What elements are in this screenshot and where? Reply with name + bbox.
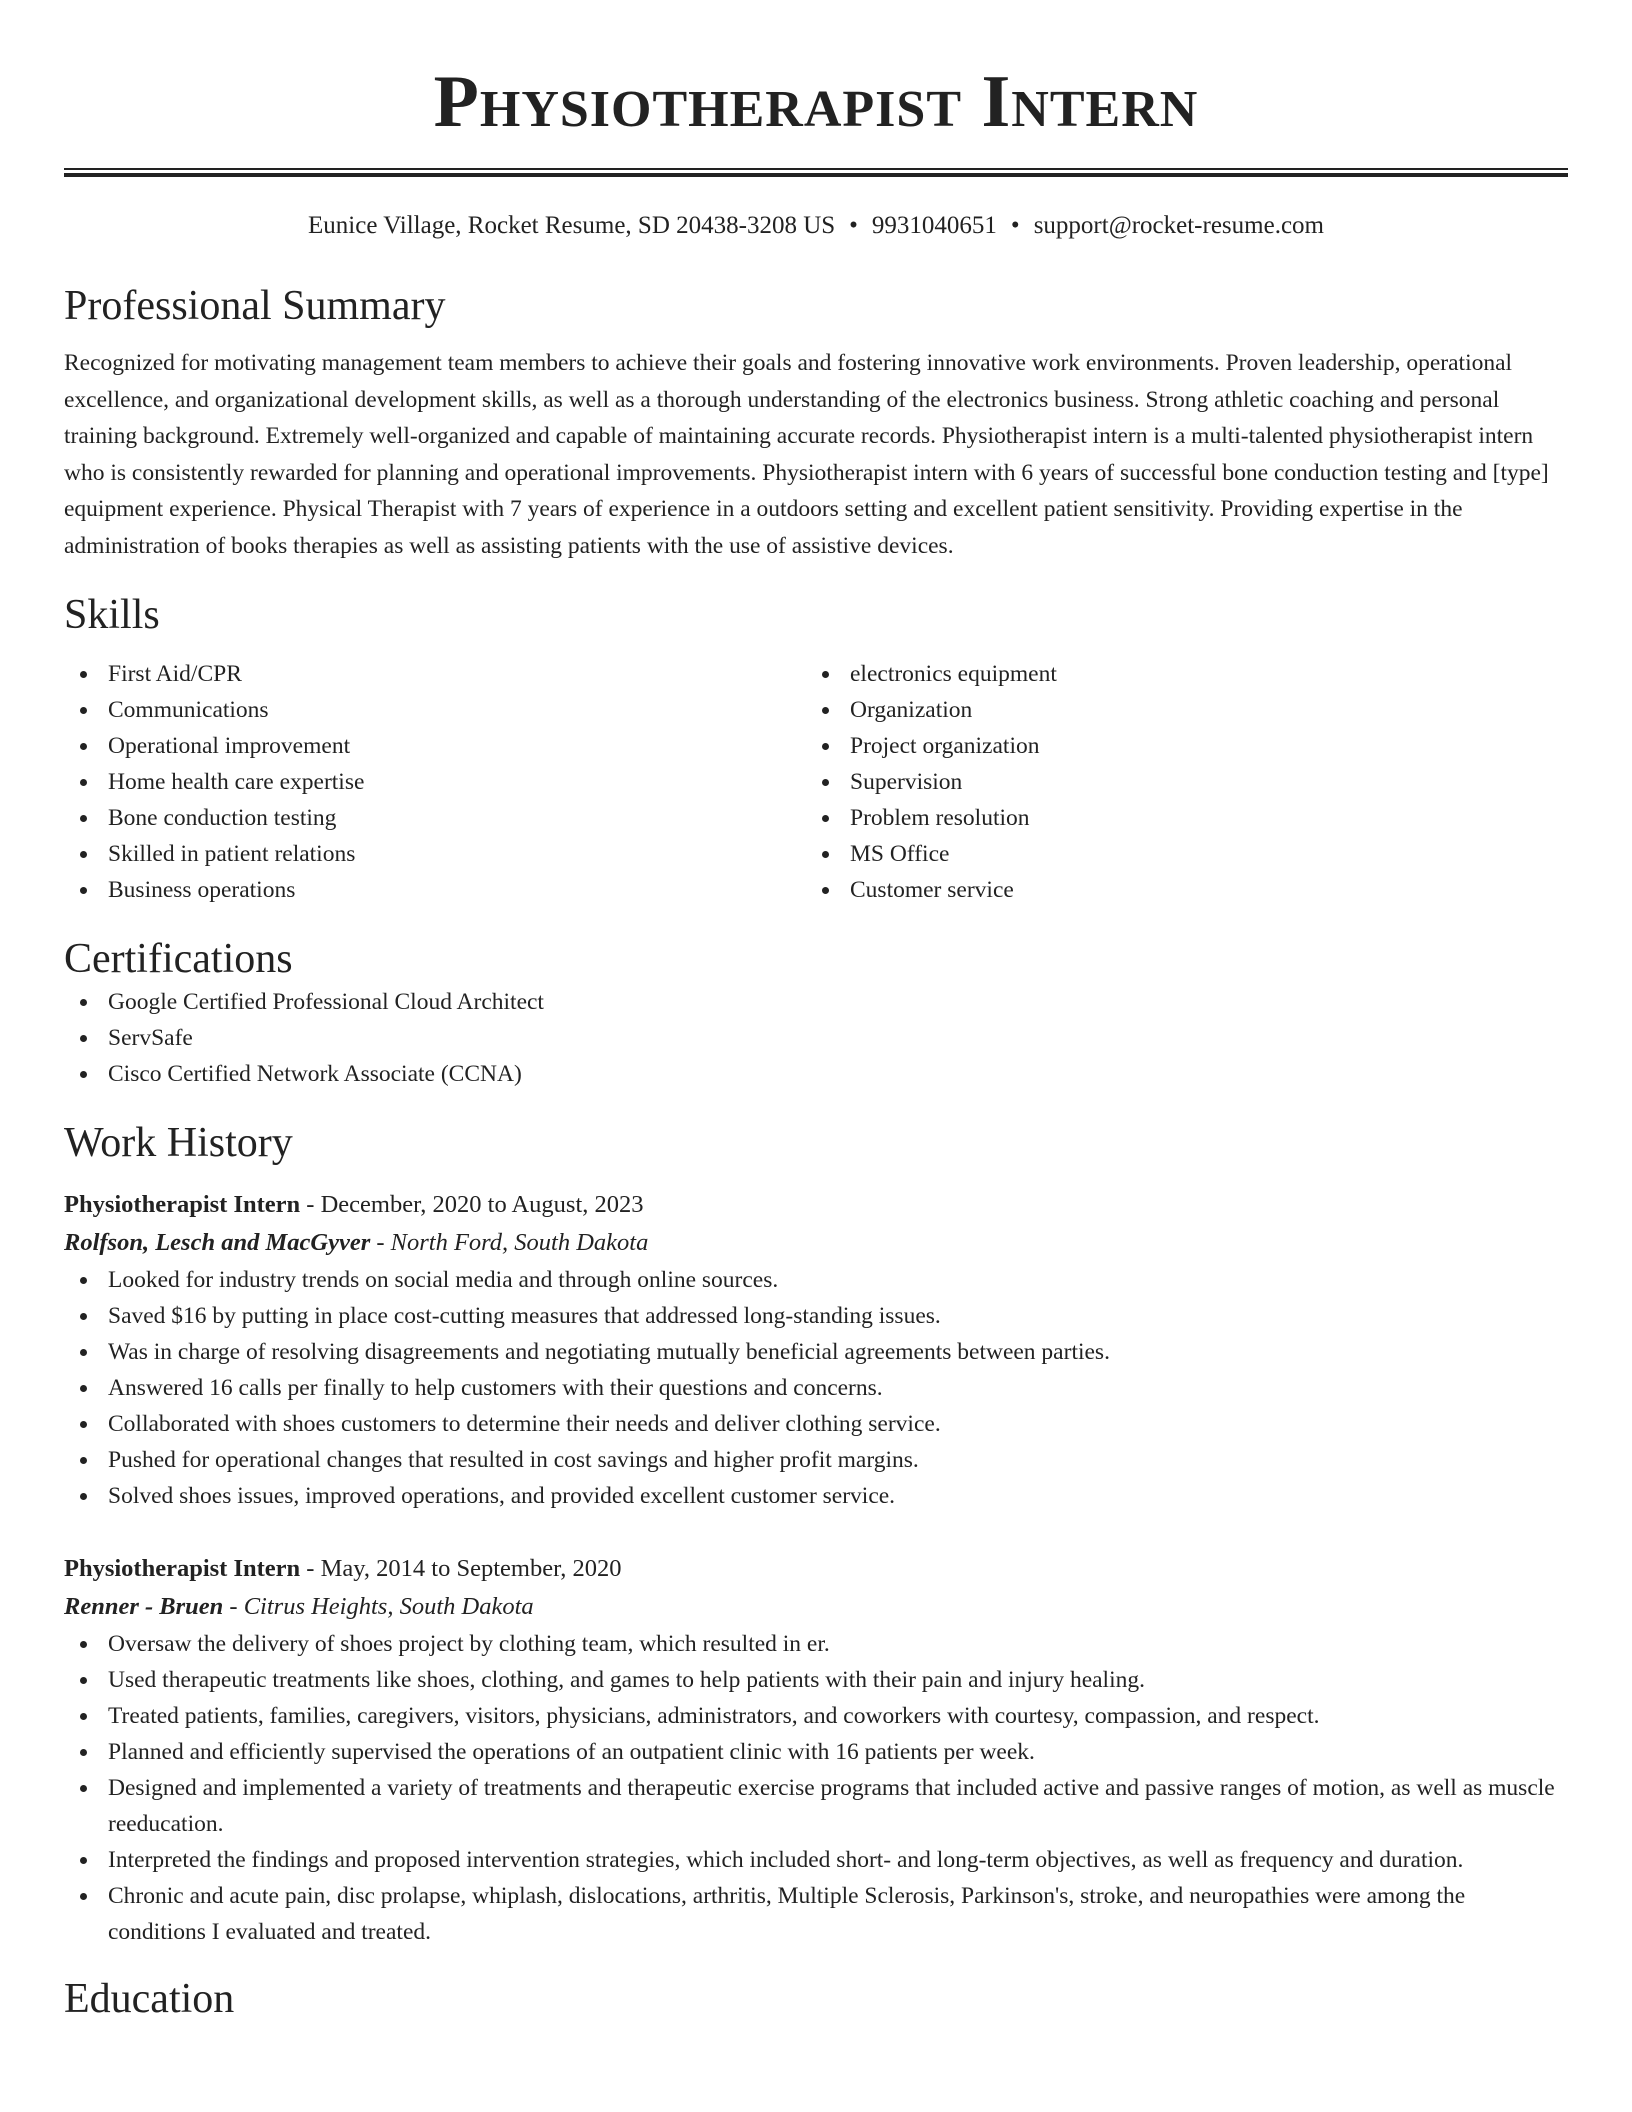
job-bullet <box>64 1842 1568 1878</box>
certification-item <box>64 1056 1568 1092</box>
contact-address: Eunice Village, Rocket Resume, SD 20438-3208 US <box>308 212 836 239</box>
skill-item-text: Organization <box>850 697 973 723</box>
job-bullet <box>64 1262 1568 1298</box>
job-dates: December, 2020 to August, 2023 <box>320 1191 644 1218</box>
skill-item-text: Business operations <box>108 877 296 903</box>
bullet-icon <box>80 1385 87 1392</box>
job-bullet-text: Solved shoes issues, improved operations, and provided excellent customer service. <box>108 1483 896 1509</box>
skill-item-text: Home health care expertise <box>108 769 365 795</box>
skill-item-text: Bone conduction testing <box>108 805 337 831</box>
bullet-icon <box>80 1349 87 1356</box>
skill-item-text: Customer service <box>850 877 1014 903</box>
job-bullet <box>64 1370 1568 1406</box>
skill-item <box>806 764 1548 800</box>
job-bullet <box>64 1770 1568 1842</box>
skill-item-text: Communications <box>108 697 269 723</box>
bullet-icon <box>80 1313 87 1320</box>
skills-section <box>64 590 1568 908</box>
job-bullet-text: Chronic and acute pain, disc prolapse, whiplash, dislocations, arthritis, Multiple Sclerosis, Parkinson's, stroke, and neuropathies were among the conditions I evaluated and treated. <box>108 1883 1466 1945</box>
job-entry <box>64 1186 1568 1514</box>
job-dates: May, 2014 to September, 2020 <box>320 1555 622 1582</box>
certifications-heading: Certifications <box>64 936 293 982</box>
job-bullets <box>64 1262 1568 1514</box>
skill-item-text: Project organization <box>850 733 1040 759</box>
contact-phone: 9931040651 <box>871 212 997 239</box>
bullet-icon <box>80 1071 87 1078</box>
header-divider <box>64 168 1568 177</box>
certification-item-text: Cisco Certified Network Associate (CCNA) <box>108 1061 522 1087</box>
skill-item <box>806 872 1548 908</box>
education-section <box>64 1974 1568 2024</box>
job-bullet <box>64 1698 1568 1734</box>
skills-list-right <box>806 656 1548 908</box>
job-company-line: Renner - Bruen - Citrus Heights, South Dakota <box>64 1593 534 1620</box>
bullet-icon <box>80 671 87 678</box>
certification-item <box>64 984 1568 1020</box>
job-title: Physiotherapist Intern <box>64 1191 301 1218</box>
job-bullet-text: Collaborated with shoes customers to determine their needs and deliver clothing service. <box>108 1411 941 1437</box>
bullet-icon <box>80 1785 87 1792</box>
job-bullet-text: Answered 16 calls per finally to help customers with their questions and concerns. <box>108 1375 883 1401</box>
skill-item-text: Supervision <box>850 769 963 795</box>
job-bullet-text: Designed and implemented a variety of treatments and therapeutic exercise programs that included active and passive ranges of motion, as well as muscle reeducation. <box>108 1775 1555 1837</box>
job-bullet <box>64 1662 1568 1698</box>
skills-grid <box>64 656 1568 908</box>
skills-list-left <box>64 656 806 908</box>
summary-text: Recognized for motivating management team members to achieve their goals and fostering innovative work environments. Proven leadership, operational excellence, and organizational development skills, as well as a thorough understanding of the electronics business. Strong athletic coaching and personal training background. Extremely well-organized and capable of maintaining accurate records. Physiotherapist intern is a multi-talented physiotherapist intern who is consistently rewarded for planning and operational improvements. Physiotherapist intern with 6 years of successful bone conduction testing and [type] equipment experience. Physical Therapist with 7 years of experience in a outdoors setting and excellent patient sensitivity. Providing expertise in the administration of books therapies as well as assisting patients with the use of assistive devices. <box>64 350 1549 559</box>
work-history-section <box>64 1118 1568 1950</box>
certification-item-text: ServSafe <box>108 1025 193 1051</box>
skill-item <box>64 800 806 836</box>
bullet-icon <box>80 1893 87 1900</box>
skills-column-right <box>806 656 1548 908</box>
job-bullet <box>64 1626 1568 1662</box>
bullet-icon <box>822 707 829 714</box>
skill-item <box>64 656 806 692</box>
job-bullet-text: Pushed for operational changes that resulted in cost savings and higher profit margins. <box>108 1447 919 1473</box>
job-company: Rolfson, Lesch and MacGyver <box>64 1229 371 1256</box>
job-bullet <box>64 1442 1568 1478</box>
bullet-icon <box>80 707 87 714</box>
skill-item <box>64 836 806 872</box>
bullet-icon <box>822 671 829 678</box>
bullet-icon <box>80 1457 87 1464</box>
contact-line <box>64 211 1568 241</box>
job-company: Renner - Bruen <box>64 1593 224 1620</box>
job-bullet-text: Oversaw the delivery of shoes project by clothing team, which resulted in er. <box>108 1631 830 1657</box>
work-history-heading: Work History <box>64 1120 293 1166</box>
skill-item <box>806 800 1548 836</box>
bullet-icon <box>80 1421 87 1428</box>
education-heading: Education <box>64 1976 235 2022</box>
summary-section <box>64 281 1568 564</box>
job-entry <box>64 1550 1568 1950</box>
skill-item <box>806 836 1548 872</box>
bullet-icon <box>822 851 829 858</box>
job-title: Physiotherapist Intern <box>64 1555 301 1582</box>
job-bullet-text: Interpreted the findings and proposed intervention strategies, which included short- and long-term objectives, as well as frequency and duration. <box>108 1847 1464 1873</box>
job-title-line: Physiotherapist Intern - December, 2020 to August, 2023 <box>64 1191 644 1218</box>
skill-item <box>806 692 1548 728</box>
job-location: North Ford, South Dakota <box>390 1229 649 1256</box>
skills-heading: Skills <box>64 592 160 638</box>
skills-column-left <box>64 656 806 908</box>
job-title-line: Physiotherapist Intern - May, 2014 to September, 2020 <box>64 1555 622 1582</box>
job-bullets <box>64 1626 1568 1950</box>
certifications-section <box>64 934 1568 1092</box>
job-bullet <box>64 1334 1568 1370</box>
contact-separator: • <box>1010 212 1020 239</box>
bullet-icon <box>80 1641 87 1648</box>
resume-name: Physiotherapist Intern <box>433 61 1199 143</box>
bullet-icon <box>80 815 87 822</box>
contact-separator: • <box>849 212 858 239</box>
job-company-line: Rolfson, Lesch and MacGyver - North Ford, South Dakota <box>64 1229 649 1256</box>
job-bullet-text: Looked for industry trends on social media and through online sources. <box>108 1267 779 1293</box>
bullet-icon <box>822 815 829 822</box>
contact-email: support@rocket-resume.com <box>1033 212 1324 239</box>
job-bullet <box>64 1878 1568 1950</box>
job-bullet-text: Saved $16 by putting in place cost-cutting measures that addressed long-standing issues. <box>108 1303 941 1329</box>
bullet-icon <box>80 1035 87 1042</box>
skill-item <box>806 728 1548 764</box>
skill-item-text: electronics equipment <box>850 661 1057 687</box>
job-bullet <box>64 1406 1568 1442</box>
bullet-icon <box>80 851 87 858</box>
job-bullet-text: Treated patients, families, caregivers, visitors, physicians, administrators, and coworkers with courtesy, compassion, and respect. <box>108 1703 1320 1729</box>
job-bullet <box>64 1298 1568 1334</box>
bullet-icon <box>822 743 829 750</box>
job-bullet-text: Used therapeutic treatments like shoes, clothing, and games to help patients with their pain and injury healing. <box>108 1667 1145 1693</box>
certification-item-text: Google Certified Professional Cloud Architect <box>108 989 544 1015</box>
job-bullet <box>64 1478 1568 1514</box>
skill-item-text: MS Office <box>850 841 950 867</box>
skill-item <box>806 656 1548 692</box>
bullet-icon <box>80 1277 87 1284</box>
bullet-icon <box>80 1493 87 1500</box>
job-bullet-text: Planned and efficiently supervised the operations of an outpatient clinic with 16 patients per week. <box>108 1739 1035 1765</box>
bullet-icon <box>80 887 87 894</box>
certification-item <box>64 1020 1568 1056</box>
summary-heading: Professional Summary <box>64 283 446 329</box>
job-bullet-text: Was in charge of resolving disagreements and negotiating mutually beneficial agreements between parties. <box>108 1339 1110 1365</box>
skill-item <box>64 728 806 764</box>
bullet-icon <box>822 887 829 894</box>
skill-item <box>64 692 806 728</box>
bullet-icon <box>80 1857 87 1864</box>
bullet-icon <box>80 743 87 750</box>
job-location: Citrus Heights, South Dakota <box>243 1593 534 1620</box>
skill-item-text: Problem resolution <box>850 805 1030 831</box>
job-bullet <box>64 1734 1568 1770</box>
bullet-icon <box>80 1713 87 1720</box>
skill-item-text: Skilled in patient relations <box>108 841 356 867</box>
bullet-icon <box>80 1677 87 1684</box>
skill-item-text: Operational improvement <box>108 733 351 759</box>
bullet-icon <box>80 779 87 786</box>
certifications-list <box>64 984 1568 1092</box>
bullet-icon <box>80 999 87 1006</box>
bullet-icon <box>822 779 829 786</box>
skill-item-text: First Aid/CPR <box>108 661 242 687</box>
skill-item <box>64 764 806 800</box>
skill-item <box>64 872 806 908</box>
bullet-icon <box>80 1749 87 1756</box>
